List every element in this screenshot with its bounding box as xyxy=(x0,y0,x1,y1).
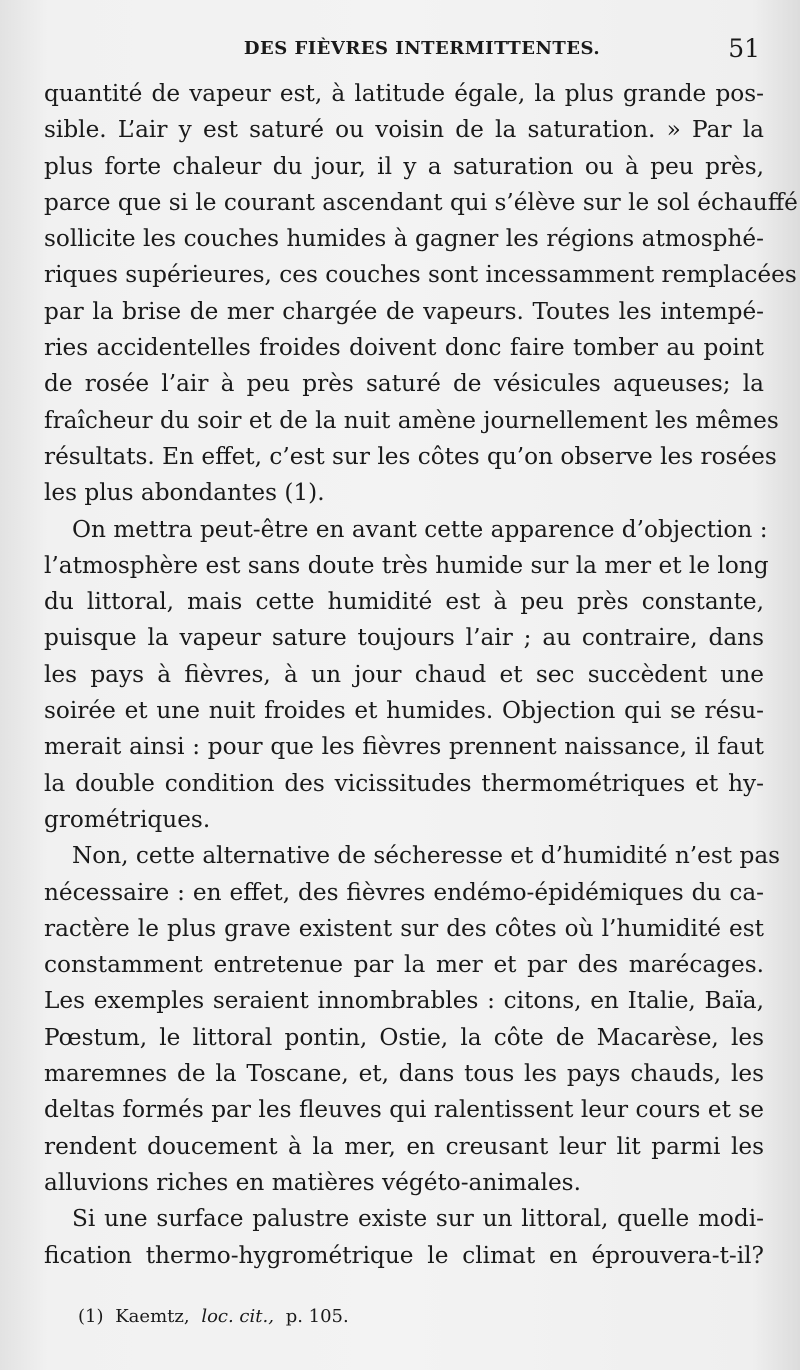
footnote xyxy=(78,1306,355,1327)
text-line: Non, cette alternative de sécheresse et d’humidité n’est pas xyxy=(72,842,781,870)
text-line: la double condition des vicissitudes thermométriques et hy- xyxy=(44,769,764,797)
text-line: riques supérieures, ces couches sont incessamment remplacées xyxy=(44,261,797,289)
text-line: Pœstum, le littoral pontin, Ostie, la côte de Macarèse, les xyxy=(44,1023,764,1051)
body-text xyxy=(44,76,798,1274)
paragraph-4 xyxy=(44,1201,764,1274)
text-line: merait ainsi : pour que les fièvres prennent naissance, il faut xyxy=(44,733,764,761)
text-line: On mettra peut-être en avant cette apparence d’objection : xyxy=(72,515,768,543)
text-line: grométriques. xyxy=(44,805,211,833)
text-line: du littoral, mais cette humidité est à peu près constante, xyxy=(44,588,764,616)
text-line: de rosée l’air à peu près saturé de vésicules aqueuses; la xyxy=(44,370,764,398)
text-line: ractère le plus grave existent sur des côtes où l’humidité est xyxy=(44,914,764,942)
running-title: DES FIÈVRES INTERMITTENTES. xyxy=(243,38,601,59)
page-number: 51 xyxy=(728,34,760,63)
text-line: les pays à fièvres, à un jour chaud et sec succèdent une xyxy=(44,660,764,688)
text-line: puisque la vapeur sature toujours l’air ; au contraire, dans xyxy=(44,624,764,652)
footnote-marker: (1) xyxy=(78,1306,104,1327)
text-line: sible. L’air y est saturé ou voisin de la saturation. » Par la xyxy=(44,116,764,144)
text-line: ries accidentelles froides doivent donc faire tomber au point xyxy=(44,334,764,362)
paragraph-1 xyxy=(44,76,798,512)
text-line: fraîcheur du soir et de la nuit amène journellement les mêmes xyxy=(44,406,779,434)
footnote-reference: loc. cit., xyxy=(201,1306,274,1327)
text-line: quantité de vapeur est, à latitude égale, la plus grande pos- xyxy=(44,80,764,107)
text-line: fication thermo-hygrométrique le climat en éprouvera-t-il? xyxy=(44,1241,764,1269)
text-line: Les exemples seraient innombrables : citons, en Italie, Baïa, xyxy=(44,987,764,1015)
text-line: soirée et une nuit froides et humides. Objection qui se résu- xyxy=(44,697,764,725)
paragraph-3 xyxy=(44,838,781,1201)
text-line: nécessaire : en effet, des fièvres endémo-épidémiques du ca- xyxy=(44,878,764,906)
text-line: constamment entretenue par la mer et par des marécages. xyxy=(44,951,764,979)
running-head xyxy=(44,34,764,64)
footnote-page: p. 105. xyxy=(285,1306,349,1327)
text-line: l’atmosphère est sans doute très humide sur la mer et le long xyxy=(44,551,769,579)
text-line: résultats. En effet, c’est sur les côtes qu’on observe les rosées xyxy=(44,442,777,470)
footnote-author: Kaemtz, xyxy=(115,1306,190,1327)
text-line: Si une surface palustre existe sur un littoral, quelle modi- xyxy=(72,1205,764,1233)
paragraph-2 xyxy=(44,512,769,839)
text-line: par la brise de mer chargée de vapeurs. Toutes les intempé- xyxy=(44,297,764,325)
text-line: alluvions riches en matières végéto-animales. xyxy=(44,1168,581,1196)
text-line: maremnes de la Toscane, et, dans tous les pays chauds, les xyxy=(44,1060,764,1088)
text-line: deltas formés par les fleuves qui ralentissent leur cours et se xyxy=(44,1096,764,1124)
text-line: les plus abondantes (1). xyxy=(44,479,325,507)
text-line: sollicite les couches humides à gagner les régions atmosphé- xyxy=(44,225,764,253)
text-line: plus forte chaleur du jour, il y a saturation ou à peu près, xyxy=(44,152,764,180)
text-line: rendent doucement à la mer, en creusant leur lit parmi les xyxy=(44,1132,764,1160)
text-line: parce que si le courant ascendant qui s’élève sur le sol échauffé xyxy=(44,188,798,216)
